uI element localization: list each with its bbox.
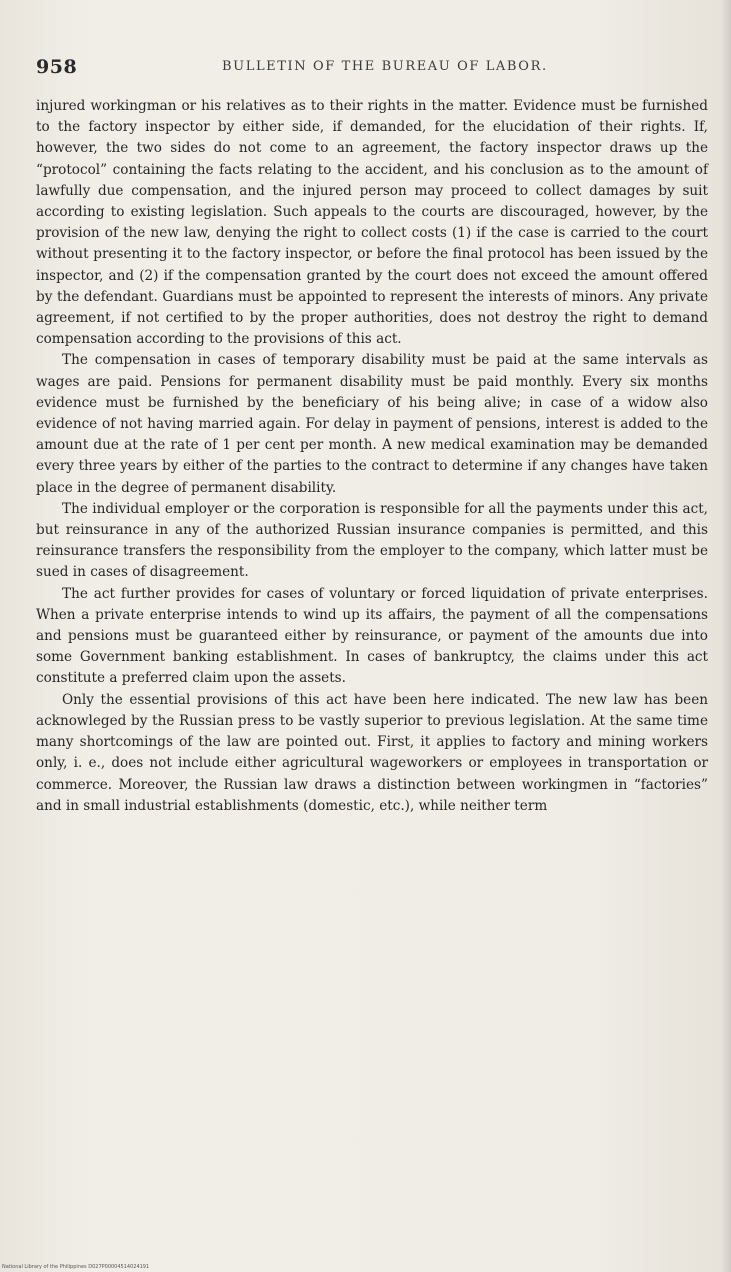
page-edge-shadow (721, 0, 731, 1272)
body-text (36, 96, 708, 817)
page-header (36, 56, 708, 80)
paragraph: The act further provides for cases of voluntary or forced liquidation of private enterprises. When a private enterprise intends to wind up its affairs, the payment of all the compensations and pensions must be guaranteed either by reinsurance, or payment of the amounts due into some Government banking establishment. In cases of bankruptcy, the claims under this act constitute a preferred claim upon the assets. (36, 585, 708, 687)
running-head: BULLETIN OF THE BUREAU OF LABOR. (222, 59, 548, 74)
paragraph: The compensation in cases of temporary disability must be paid at the same intervals as wages are paid. Pensions for permanent disability must be paid monthly. Every six months evidence must be furnished by the beneficiary of his being alive; in case of a widow also evidence of not having married again. For delay in payment of pensions, interest is added to the amount due at the rate of 1 per cent per month. A new medical examination may be demanded every three years by either of the parties to the contract to determine if any changes have taken place in the degree of permanent disability. (36, 352, 708, 496)
paragraph: Only the essential provisions of this act have been here indicated. The new law has been acknowleged by the Russian press to be vastly superior to previous legislation. At the same time many shortcomings of the law are pointed out. First, it applies to factory and mining workers only, i. e., does not include either agricultural wageworkers or employees in transportation or commerce. Moreover, the Russian law draws a distinction between workingmen in “factories” and in small industrial establishments (domestic, etc.), while neither term (36, 691, 708, 814)
paragraph: The individual employer or the corporation is responsible for all the payments under this act, but reinsurance in any of the authorized Russian insurance companies is permitted, and this reinsurance transfers the responsibility from the employer to the company, which latter must be sued in cases of disagreement. (36, 500, 708, 581)
page-number: 958 (36, 56, 78, 78)
paragraph: injured workingman or his relatives as to their rights in the matter. Evidence must be furnished to the factory inspector by either side, if demanded, for the elucidation of their rights. If, however, the two sides do not come to an agreement, the factory inspector draws up the “protocol” containing the facts relating to the accident, and his conclusion as to the amount of lawfully due compensation, and the injured person may proceed to collect damages by suit according to existing legislation. Such appeals to the courts are discouraged, however, by the provision of the new law, denying the right to collect costs (1) if the case is carried to the court without presenting it to the factory inspector, or before the final protocol has been issued by the inspector, and (2) if the compensation granted by the court does not exceed the amount offered by the defendant. Guardians must be appointed to represent the interests of minors. Any private agreement, if not certified to by the proper authorities, does not destroy the right to demand compensation according to the provisions of this act. (36, 98, 708, 348)
digitization-footer: National Library of the Philippines D027P00004514024191 (2, 1264, 150, 1270)
